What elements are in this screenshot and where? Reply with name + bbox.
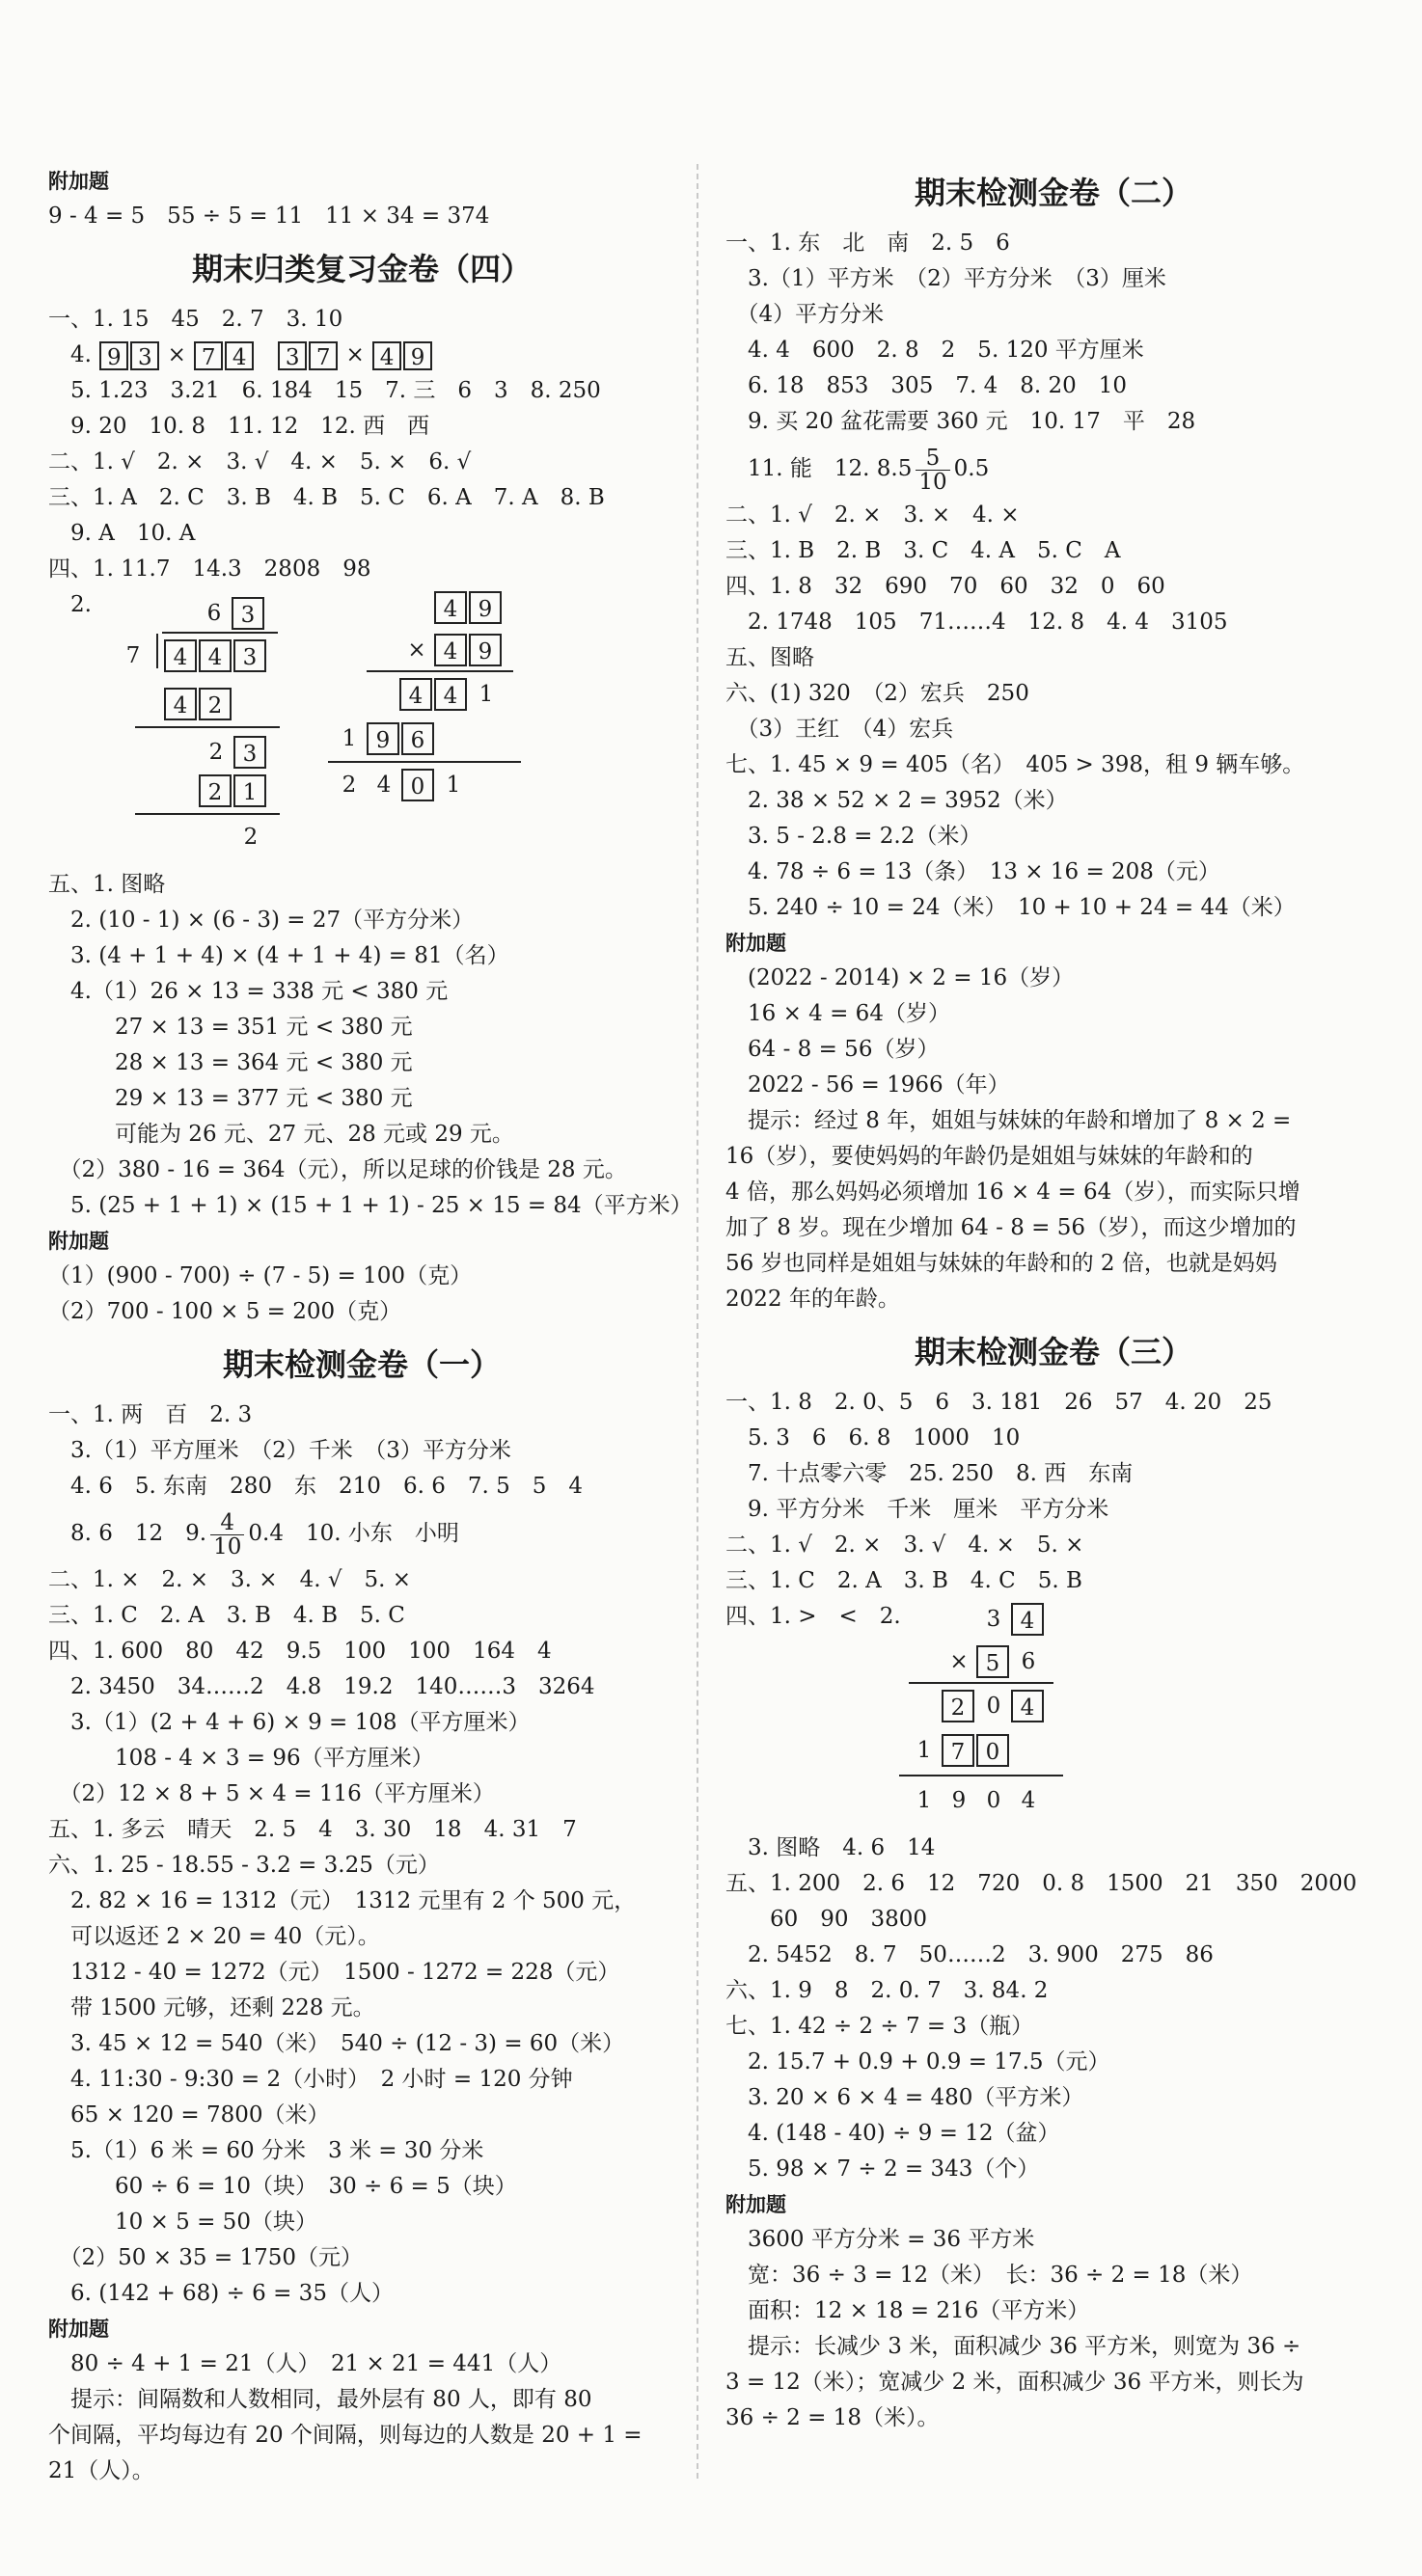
answer-line: 带 1500 元够，还剩 228 元。 xyxy=(48,1995,375,2020)
times-sign: × xyxy=(345,342,365,367)
fraction-numerator: 5 xyxy=(916,447,949,471)
fraction-denominator: 10 xyxy=(918,469,947,495)
answer-line: 4. 6 5. 东南 280 东 210 6. 6 7. 5 5 4 xyxy=(48,1474,583,1499)
quotient-digit: 6 xyxy=(206,601,222,626)
times-sign: × xyxy=(949,1649,969,1674)
digit-box: 0 xyxy=(401,769,434,801)
answer-line: 1312 - 40 = 1272（元） 1500 - 1272 = 228（元） xyxy=(48,1960,620,1985)
division-line xyxy=(135,726,280,728)
appendix-line: 21（人）。 xyxy=(48,2458,154,2483)
digit-box: 5 xyxy=(976,1645,1009,1678)
answer-line: 二、1. × 2. × 3. × 4. √ 5. × xyxy=(48,1567,412,1592)
answer-line: 4. 78 ÷ 6 = 13（条） 13 × 16 = 208（元） xyxy=(725,859,1220,884)
answer-text: 8. 6 12 9. xyxy=(48,1521,207,1546)
fraction-numerator: 4 xyxy=(210,1511,244,1535)
answer-line: 3.（1）(2 + 4 + 6) × 9 = 108（平方厘米） xyxy=(48,1710,531,1735)
digit-box: 9 xyxy=(99,341,128,370)
digit-box: 4 xyxy=(434,634,467,666)
appendix-line: 16（岁），要使妈妈的年龄仍是姐姐与妹妹的年龄和的 xyxy=(725,1144,1253,1169)
appendix-line: (2022 - 2014) × 2 = 16（岁） xyxy=(725,965,1075,990)
answer-line: 4. 11:30 - 9:30 = 2（小时） 2 小时 = 120 分钟 xyxy=(48,2067,573,2092)
result-digit: 4 xyxy=(376,773,392,798)
result-digit: 1 xyxy=(916,1788,932,1813)
appendix-line: （2）700 - 100 × 5 = 200（克） xyxy=(48,1299,402,1324)
digit-box: 2 xyxy=(942,1690,974,1722)
answer-line xyxy=(48,338,675,373)
division-bracket xyxy=(156,634,158,668)
answer-line: 2. 38 × 52 × 2 = 3952（米） xyxy=(725,788,1068,813)
answer-line: 六、1. 25 - 18.55 - 3.2 = 3.25（元） xyxy=(48,1853,440,1878)
result-digit: 1 xyxy=(446,773,461,798)
partial-digit: 1 xyxy=(342,726,357,751)
divisor-digit: 7 xyxy=(125,643,141,668)
digit-box: 0 xyxy=(976,1734,1009,1767)
answer-line: 65 × 120 = 7800（米） xyxy=(48,2102,330,2128)
answer-line: 60 90 3800 xyxy=(725,1907,928,1932)
digit-box: 1 xyxy=(233,774,266,807)
answer-line: 108 - 4 × 3 = 96（平方厘米） xyxy=(48,1746,434,1771)
answer-text: 4. xyxy=(48,342,92,367)
multiplication-line xyxy=(328,761,521,763)
appendix-line: 9 - 4 = 5 55 ÷ 5 = 11 11 × 34 = 374 xyxy=(48,203,490,229)
digit-box: 7 xyxy=(309,341,338,370)
answer-line: 4.（1）26 × 13 = 338 元 < 380 元 xyxy=(48,979,449,1004)
answer-line: 一、1. 两 百 2. 3 xyxy=(48,1402,253,1427)
answer-line: 9. A 10. A xyxy=(48,521,196,546)
left-column xyxy=(48,164,693,2489)
answer-line: 3. 图略 4. 6 14 xyxy=(725,1835,936,1860)
vertical-calculations xyxy=(725,1599,1381,1830)
digit-box: 3 xyxy=(233,736,266,769)
answer-line: 2. 15.7 + 0.9 + 0.9 = 17.5（元） xyxy=(725,2049,1110,2074)
result-digit: 0 xyxy=(986,1788,1001,1813)
partial-digit: 1 xyxy=(479,682,494,707)
section-body xyxy=(725,226,1381,1317)
fraction-denominator: 10 xyxy=(213,1533,242,1559)
answer-line: 五、1. 200 2. 6 12 720 0. 8 1500 21 350 2000 xyxy=(725,1871,1357,1896)
answer-line: 三、1. C 2. A 3. B 4. B 5. C xyxy=(48,1603,405,1628)
fraction xyxy=(916,447,949,494)
answer-line: 五、图略 xyxy=(725,645,814,670)
fraction xyxy=(210,1511,244,1559)
answer-line: （2）12 × 8 + 5 × 4 = 116（平方厘米） xyxy=(48,1781,495,1806)
answer-line: 7. 十点零六零 25. 250 8. 西 东南 xyxy=(725,1461,1134,1486)
appendix-line: 提示：经过 8 年，姐姐与妹妹的年龄和增加了 8 × 2 = xyxy=(725,1108,1292,1133)
answer-line: 3. 5 - 2.8 = 2.2（米） xyxy=(725,824,982,849)
answer-line: 七、1. 45 × 9 = 405（名） 405 > 398，租 9 辆车够。 xyxy=(725,752,1305,777)
appendix-line: 36 ÷ 2 = 18（米）。 xyxy=(725,2405,940,2430)
answer-line: 3. (4 + 1 + 4) × (4 + 1 + 4) = 81（名） xyxy=(48,943,509,968)
partial-digit: 0 xyxy=(986,1694,1001,1719)
answer-line: 9. 平方分米 千米 厘米 平方分米 xyxy=(725,1497,1109,1522)
section-body xyxy=(725,1385,1381,2436)
answer-line: 9. 20 10. 8 11. 12 12. 西 西 xyxy=(48,414,430,439)
answer-line: 2. 1748 105 71……4 12. 8 4. 4 3105 xyxy=(725,610,1228,635)
answer-line: 三、1. C 2. A 3. B 4. C 5. B xyxy=(725,1568,1082,1593)
answer-line: 可能为 26 元、27 元、28 元或 29 元。 xyxy=(48,1122,514,1147)
answer-line: 二、1. √ 2. × 3. × 4. × xyxy=(725,502,1020,528)
answer-line: 29 × 13 = 377 元 < 380 元 xyxy=(48,1086,413,1111)
answer-line: 60 ÷ 6 = 10（块） 30 ÷ 6 = 5（块） xyxy=(48,2174,517,2199)
answer-line: 5. 98 × 7 ÷ 2 = 343（个） xyxy=(725,2156,1040,2182)
result-digit: 4 xyxy=(1021,1788,1036,1813)
appendix-line: 3 = 12（米）；宽减少 2 米，面积减少 36 平方米，则长为 xyxy=(725,2370,1304,2395)
appendix-line: 面积：12 × 18 = 216（平方米） xyxy=(725,2298,1090,2323)
answer-line: 5. 3 6 6. 8 1000 10 xyxy=(725,1425,1021,1451)
digit-box: 4 xyxy=(372,341,401,370)
digit-box: 3 xyxy=(233,639,266,672)
section-title: 期末检测金卷（三） xyxy=(914,1334,1192,1370)
answer-line: 七、1. 42 ÷ 2 ÷ 7 = 3（瓶） xyxy=(725,2014,1034,2039)
appendix-line: 2022 年的年龄。 xyxy=(725,1287,900,1312)
answer-line: 六、(1) 320 （2）宏兵 250 xyxy=(725,681,1029,706)
digit-box: 4 xyxy=(164,639,197,672)
answer-line: （4）平方分米 xyxy=(725,302,885,327)
partial-digit: 1 xyxy=(916,1738,932,1763)
answer-line: 3. 45 × 12 = 540（米） 540 ÷ (12 - 3) = 60（米） xyxy=(48,2031,625,2056)
digit-box: 2 xyxy=(199,774,232,807)
digit-box: 7 xyxy=(194,341,223,370)
answer-label: 四、1. > < 2. xyxy=(725,1604,901,1629)
digit-box: 9 xyxy=(403,341,432,370)
appendix-line: 16 × 4 = 64（岁） xyxy=(725,1001,950,1026)
digit-box: 4 xyxy=(434,591,467,624)
answer-line: 4. 4 600 2. 8 2 5. 120 平方厘米 xyxy=(725,338,1144,363)
answer-line: 四、1. 8 32 690 70 60 32 0 60 xyxy=(725,574,1165,599)
answer-line: 5. 1.23 3.21 6. 184 15 7. 三 6 3 8. 250 xyxy=(48,378,601,403)
answer-line: 五、1. 图略 xyxy=(48,872,166,897)
answer-line: 六、1. 9 8 2. 0. 7 3. 84. 2 xyxy=(725,1978,1049,2003)
right-column xyxy=(725,164,1381,2436)
answer-label: 2. xyxy=(48,592,92,617)
digit-box: 4 xyxy=(1011,1690,1044,1722)
answer-line: 28 × 13 = 364 元 < 380 元 xyxy=(48,1050,413,1075)
answer-line xyxy=(725,440,1381,498)
appendix-line: （1）(900 - 700) ÷ (7 - 5) = 100（克） xyxy=(48,1263,473,1288)
answer-line: 四、1. 11.7 14.3 2808 98 xyxy=(48,556,371,582)
answer-line: 5. 240 ÷ 10 = 24（米） 10 + 10 + 24 = 44（米） xyxy=(725,895,1296,920)
digit-box: 4 xyxy=(434,678,467,711)
appendix-heading: 附加题 xyxy=(48,2318,109,2341)
appendix-heading: 附加题 xyxy=(725,2193,786,2216)
answer-line: 可以返还 2 × 20 = 40（元）。 xyxy=(48,1924,380,1949)
appendix-line: 个间隔，平均每边有 20 个间隔，则每边的人数是 20 + 1 = xyxy=(48,2423,643,2448)
answer-line: 二、1. √ 2. × 3. √ 4. × 5. × xyxy=(725,1532,1084,1558)
answer-line: 6. 18 853 305 7. 4 8. 20 10 xyxy=(725,373,1127,398)
appendix-line: 提示：长减少 3 米，面积减少 36 平方米，则宽为 36 ÷ xyxy=(725,2334,1301,2359)
appendix-line: 64 - 8 = 56（岁） xyxy=(725,1037,940,1062)
digit-box: 7 xyxy=(942,1734,974,1767)
division-bar xyxy=(162,632,278,634)
appendix-line: 2022 - 56 = 1966（年） xyxy=(725,1072,1010,1098)
section-body xyxy=(48,1397,675,2489)
multiplication xyxy=(909,1599,1140,1830)
answer-line: 五、1. 多云 晴天 2. 5 4 3. 30 18 4. 31 7 xyxy=(48,1817,577,1842)
answer-line: 4. (148 - 40) ÷ 9 = 12（盆） xyxy=(725,2121,1060,2146)
answer-line: 5.（1）6 米 = 60 分米 3 米 = 30 分米 xyxy=(48,2138,484,2163)
answer-line: 一、1. 15 45 2. 7 3. 10 xyxy=(48,307,343,332)
appendix-heading: 附加题 xyxy=(48,1230,109,1253)
top-digit: 3 xyxy=(986,1607,1001,1632)
answer-text: 11. 能 12. 8.5 xyxy=(725,456,913,481)
result-digit: 9 xyxy=(951,1788,967,1813)
answer-line: 三、1. A 2. C 3. B 4. B 5. C 6. A 7. A 8. B xyxy=(48,485,605,510)
answer-line: （2）50 × 35 = 1750（元） xyxy=(48,2245,363,2270)
digit-box: 3 xyxy=(232,597,264,630)
digit-box: 9 xyxy=(469,634,502,666)
vertical-calculations xyxy=(48,587,675,867)
digit-box: 4 xyxy=(199,639,232,672)
digit-box: 2 xyxy=(199,688,232,720)
answer-line: 二、1. √ 2. × 3. √ 4. × 5. × 6. √ xyxy=(48,449,472,475)
answer-line: 2. (10 - 1) × (6 - 3) = 27（平方分米） xyxy=(48,908,475,933)
answer-text: 0.4 10. 小东 小明 xyxy=(248,1521,459,1546)
multiplication-line xyxy=(367,670,513,672)
digit-box: 9 xyxy=(367,722,399,755)
answer-line: 3.（1）平方厘米 （2）千米 （3）平方分米 xyxy=(48,1438,511,1463)
remainder-digit: 2 xyxy=(243,825,259,850)
appendix-heading: 附加题 xyxy=(725,932,786,955)
section-title: 期末检测金卷（二） xyxy=(914,175,1192,211)
answer-line: 2. 3450 34……2 4.8 19.2 140……3 3264 xyxy=(48,1674,595,1699)
multiplication-line xyxy=(909,1682,1053,1684)
answer-line: （2）380 - 16 = 364（元），所以足球的价钱是 28 元。 xyxy=(48,1157,627,1182)
answer-line: 27 × 13 = 351 元 < 380 元 xyxy=(48,1015,413,1040)
appendix-line: 宽：36 ÷ 3 = 12（米） 长：36 ÷ 2 = 18（米） xyxy=(725,2263,1253,2288)
answer-line: 5. (25 + 1 + 1) × (15 + 1 + 1) - 25 × 15 = 84（平方米） xyxy=(48,1193,693,1218)
answer-line: 2. 5452 8. 7 50……2 3. 900 275 86 xyxy=(725,1942,1214,1967)
digit-box: 9 xyxy=(469,591,502,624)
answer-line: 6. (142 + 68) ÷ 6 = 35（人） xyxy=(48,2281,394,2306)
section-title: 期末检测金卷（一） xyxy=(222,1346,501,1383)
appendix-line: 4 倍，那么妈妈必须增加 16 × 4 = 64（岁），而实际只增 xyxy=(725,1180,1300,1205)
division-line xyxy=(135,813,280,815)
answer-line: 四、1. 600 80 42 9.5 100 100 164 4 xyxy=(48,1639,552,1664)
answer-line: 9. 买 20 盆花需要 360 元 10. 17 平 28 xyxy=(725,409,1196,434)
multiplication xyxy=(328,587,560,809)
second-digit: 6 xyxy=(1021,1649,1036,1674)
column-divider xyxy=(697,164,698,2479)
answer-line: 三、1. B 2. B 3. C 4. A 5. C A xyxy=(725,538,1121,563)
result-digit: 2 xyxy=(342,773,357,798)
section-title: 期末归类复习金卷（四） xyxy=(191,251,532,287)
digit-box: 4 xyxy=(225,341,254,370)
appendix-heading: 附加题 xyxy=(48,170,109,193)
appendix-line: 提示：间隔数和人数相同，最外层有 80 人，即有 80 xyxy=(48,2387,592,2412)
appendix-line: 3600 平方分米 = 36 平方米 xyxy=(725,2227,1035,2252)
answer-line: 一、1. 8 2. 0、5 6 3. 181 26 57 4. 20 25 xyxy=(725,1390,1272,1415)
digit-box: 4 xyxy=(164,688,197,720)
digit-box: 3 xyxy=(130,341,159,370)
appendix-line: 加了 8 岁。现在少增加 64 - 8 = 56（岁），而这少增加的 xyxy=(725,1215,1297,1240)
times-sign: × xyxy=(407,637,426,663)
answer-line: 2. 82 × 16 = 1312（元） 1312 元里有 2 个 500 元， xyxy=(48,1888,637,1913)
digit-box: 6 xyxy=(401,722,434,755)
division-digit: 2 xyxy=(208,740,224,765)
answer-line: 10 × 5 = 50（块） xyxy=(48,2210,317,2235)
digit-box: 3 xyxy=(278,341,307,370)
answer-line xyxy=(48,1505,675,1562)
section-body xyxy=(48,302,693,1330)
times-sign: × xyxy=(167,342,186,367)
digit-box: 4 xyxy=(399,678,432,711)
multiplication-line xyxy=(899,1775,1063,1776)
answer-text: 0.5 xyxy=(953,456,990,481)
appendix-line: 56 岁也同样是姐姐与妹妹的年龄和的 2 倍，也就是妈妈 xyxy=(725,1251,1277,1276)
answer-line: 一、1. 东 北 南 2. 5 6 xyxy=(725,230,1010,256)
appendix-line: 80 ÷ 4 + 1 = 21（人） 21 × 21 = 441（人） xyxy=(48,2351,562,2376)
long-division xyxy=(116,597,347,848)
answer-line: 3. 20 × 6 × 4 = 480（平方米） xyxy=(725,2085,1084,2110)
digit-box: 4 xyxy=(1011,1603,1044,1636)
answer-line: （3）王红 （4）宏兵 xyxy=(725,717,954,742)
answer-line: 3.（1）平方米 （2）平方分米 （3）厘米 xyxy=(725,266,1166,291)
